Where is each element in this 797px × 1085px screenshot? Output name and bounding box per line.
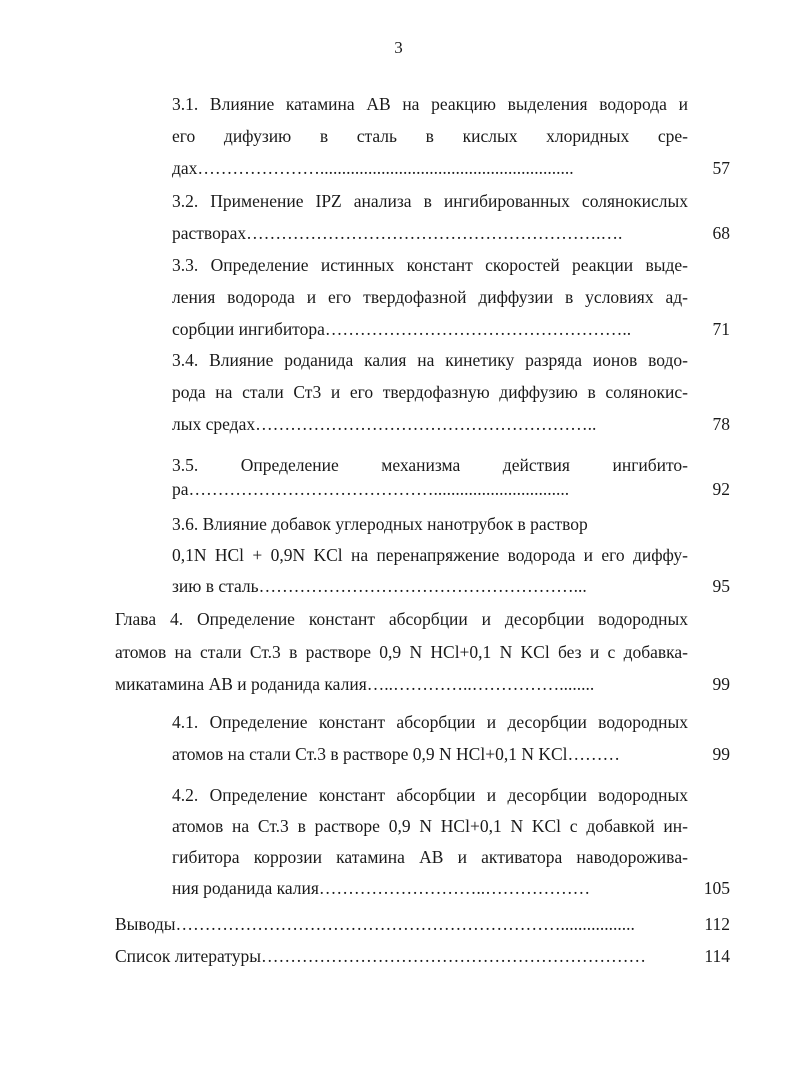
toc-entry-text-line: зию в сталь………………………………………………... [172,576,587,596]
toc-entry-text-line: атомов на стали Ст.3 в растворе 0,9 N HCl+0,1 N KCl……… [172,744,621,764]
toc-page-number: 92 [712,479,730,499]
toc-entry-text-line: атомов на стали Ст.3 в растворе 0,9 N HCl+0,1 N KCl без и с добавка- [115,642,688,662]
toc-entry-text-line: растворах…………………………………………………….…. [172,223,623,243]
toc-entry-text-line: гибитора коррозии катамина АВ и активатора наводороживa- [172,847,688,867]
toc-entry-text-line: ния роданида калия………………………..……………… [172,878,591,898]
toc-entry-text-line: 3.4. Влияние роданида калия на кинетику разряда ионов водо- [172,350,688,370]
toc-page-number: 71 [712,319,730,339]
toc-entry-text-line: 3.5. Определение механизма действия ингибито- [172,455,688,475]
toc-entry-text-line: атомов на Ст.3 в растворе 0,9 N HCl+0,1 N KCl с добавкой ин- [172,816,688,836]
toc-page-number: 78 [712,414,730,434]
toc-entry-text-line: ра……………………………………............................... [172,479,570,499]
toc-entry-text-line: 3.3. Определение истинных констант скоростей реакции выде- [172,255,688,275]
toc-page-number: 99 [712,674,730,694]
toc-entry-text-line: лых средах………………………………………………….. [172,414,597,434]
toc-entry-text-line: рода на стали Ст3 и его твердофазную диффузию в солянокис- [172,382,688,402]
toc-entry-text-line: 0,1N HCl + 0,9N KCl на перенапряжение водорода и его диффу- [172,545,688,565]
toc-entry-text-line: его дифузию в сталь в кислых хлоридных сре- [172,126,688,146]
toc-page-number: 105 [703,878,730,898]
toc-page-number: 68 [712,223,730,243]
toc-entry-text-line: сорбции ингибитора…………………………………………….. [172,319,632,339]
page-number: 3 [394,38,403,57]
toc-page-number: 95 [712,576,730,596]
toc-entry-text-line: 3.1. Влияние катамина АВ на реакцию выделения водорода и [172,94,688,114]
toc-entry-text-line: Глава 4. Определение констант абсорбции и десорбции водородных [115,609,688,629]
toc-entry-text-line: Выводы…………………………………………………………................. [115,914,635,934]
toc-entry-text-line: Список литературы………………………………………………………… [115,946,647,966]
toc-entry-text-line: дах………………….......................................................... [172,158,574,178]
toc-page-number: 112 [704,914,730,934]
toc-page-number: 114 [704,946,730,966]
toc-entry-text-line: 4.2. Определение констант абсорбции и десорбции водородных [172,785,688,805]
toc-entry-text-line: 3.2. Применение IPZ анализа в ингибированных солянокислых [172,191,688,211]
toc-entry-text-line: 3.6. Влияние добавок углеродных нанотрубок в раствор [172,514,588,534]
toc-entry-text-line: 4.1. Определение констант абсорбции и десорбции водородных [172,712,688,732]
toc-page-number: 99 [712,744,730,764]
toc-entry-text-line: микатамина АВ и роданида калия…..…………..……………........ [115,674,595,694]
toc-entry-text-line: ления водорода и его твердофазной диффузии в условиях ад- [172,287,688,307]
toc-page-number: 57 [712,158,730,178]
